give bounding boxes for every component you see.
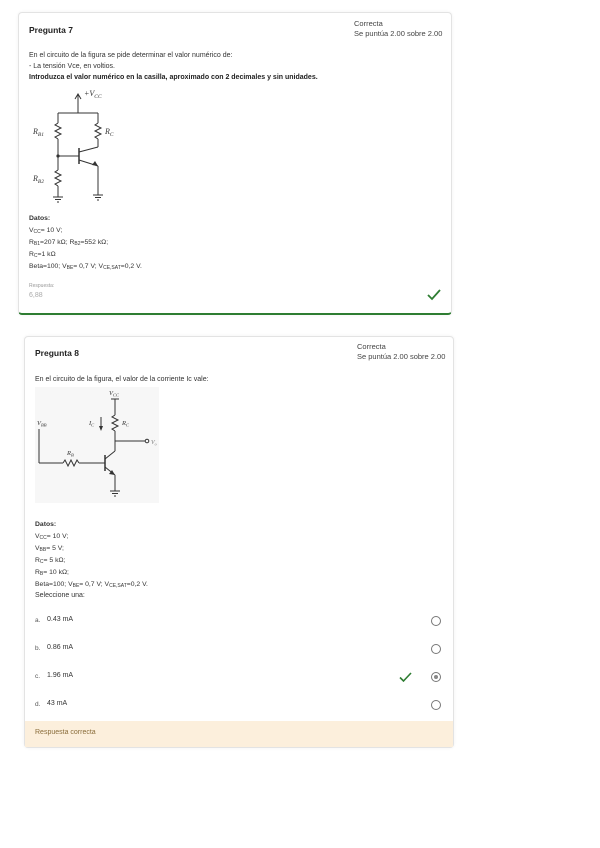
question-state — [354, 19, 442, 39]
option-text[interactable]: 43 mA — [47, 700, 68, 707]
option-letter: b. — [35, 645, 41, 652]
option-b[interactable] — [25, 637, 453, 663]
vo-label: $V_o$ — [151, 440, 157, 447]
vbb-label: $V_{BB}$ — [37, 420, 47, 428]
question-intro: En el circuito de la figura se pide determinar el valor numérico de: — [29, 52, 233, 59]
option-text[interactable]: 0.86 mA — [47, 644, 74, 651]
option-letter: c. — [35, 673, 41, 680]
datos-title: Datos: — [35, 521, 57, 528]
data-line-vbb: $V_{BB}= 5$ V; — [35, 545, 64, 553]
option-c[interactable] — [25, 665, 453, 691]
data-line-rb: $R_B= 10$ kΩ; — [35, 569, 69, 577]
vcc-label: $V_{CC}$ — [109, 390, 119, 398]
option-b-radio[interactable] — [431, 644, 441, 654]
data-line-rc: $R_C=1$ kΩ — [29, 251, 56, 259]
datos-title: Datos: — [29, 215, 51, 222]
option-c-radio[interactable] — [431, 672, 441, 682]
feedback-box — [25, 721, 453, 747]
data-line-beta: Beta=100; $V_{BE}= 0,7$ V; $V_{CE,SAT}=0,2$ V. — [35, 581, 148, 589]
rc-label: $R_C$ — [105, 127, 114, 138]
state-label: Correcta — [354, 19, 383, 28]
correct-check-icon — [399, 672, 412, 683]
question-title: Pregunta 8 — [35, 348, 79, 358]
question-state — [357, 342, 445, 362]
question-title: Pregunta 7 — [29, 25, 73, 35]
option-d-radio[interactable] — [431, 700, 441, 710]
question-7-card — [18, 12, 452, 315]
data-line-vcc: $V_{CC}= 10$ V; — [35, 533, 69, 541]
feedback-text: Respuesta correcta — [35, 729, 96, 736]
rb1-label: $R_{B1}$ — [33, 127, 45, 138]
option-text[interactable]: 1.96 mA — [47, 672, 74, 679]
select-prompt: Seleccione una: — [35, 592, 85, 599]
option-letter: a. — [35, 617, 41, 624]
option-a[interactable] — [25, 609, 453, 635]
question-item: - La tensión Vce, en voltios. — [29, 63, 115, 70]
circuit-diagram — [35, 387, 159, 503]
question-instruction: Introduzca el valor numérico en la casilla, aproximado con 2 decimales y sin unidades. — [29, 74, 318, 81]
ic-label: $I_C$ — [89, 420, 95, 428]
data-line-beta: Beta=100; $V_{BE}= 0,7$ V; $V_{CE,SAT}=0,2$ V. — [29, 263, 142, 271]
question-intro: En el circuito de la figura, el valor de la corriente Ic vale: — [35, 376, 209, 383]
rc-label: $R_C$ — [122, 420, 129, 428]
correct-check-icon — [427, 289, 441, 301]
data-line-vcc: $V_{CC}= 10$ V; — [29, 227, 63, 235]
state-label: Correcta — [357, 342, 386, 351]
grade-label: Se puntúa 2.00 sobre 2.00 — [354, 29, 443, 38]
vcc-label: $+V_{CC}$ — [84, 89, 102, 100]
option-a-radio[interactable] — [431, 616, 441, 626]
circuit-diagram — [29, 87, 139, 207]
option-text[interactable]: 0.43 mA — [47, 616, 74, 623]
data-line-rc: $R_C= 5$ kΩ; — [35, 557, 66, 565]
question-8-card — [24, 336, 454, 748]
answer-value: 6,88 — [29, 292, 43, 299]
grade-label: Se puntúa 2.00 sobre 2.00 — [357, 352, 446, 361]
rb-label: $R_B$ — [67, 450, 74, 458]
rb2-label: $R_{B2}$ — [33, 174, 45, 185]
option-letter: d. — [35, 701, 41, 708]
data-line-rb: $R_{B1}=207$ kΩ; $R_{B2}=552$ kΩ; — [29, 239, 109, 247]
option-d[interactable] — [25, 693, 453, 719]
answer-label: Respuesta: — [29, 283, 55, 289]
